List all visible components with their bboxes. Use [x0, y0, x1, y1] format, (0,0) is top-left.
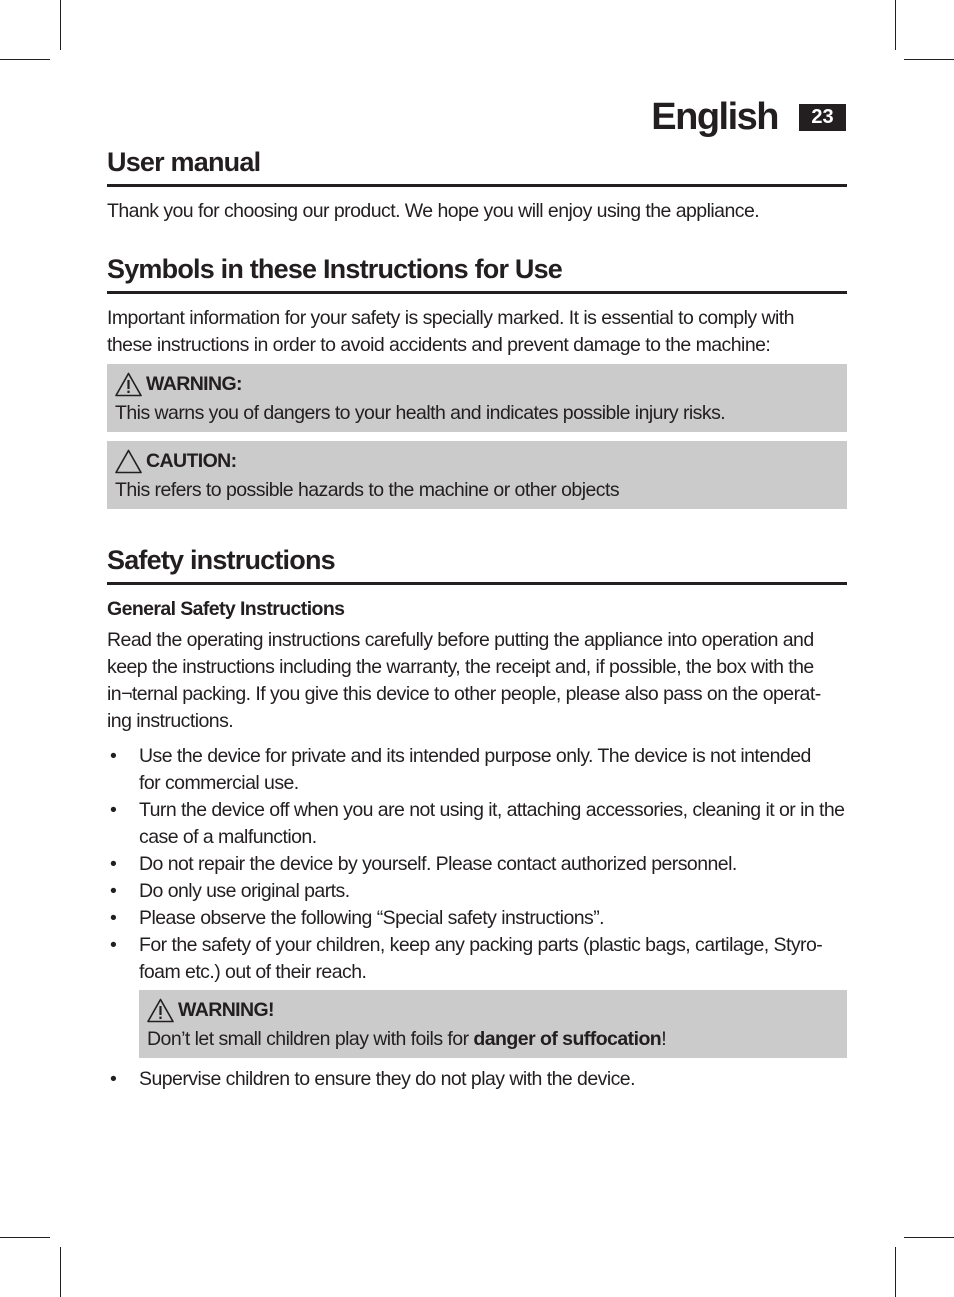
warning-text-part: ! [661, 1028, 667, 1050]
crop-mark [0, 59, 50, 60]
list-item-line: case of a malfunction. [139, 826, 317, 848]
crop-mark [60, 0, 61, 50]
list-item [107, 905, 847, 932]
safety-bullet-list-continued [107, 1066, 847, 1093]
intro-text: Thank you for choosing our product. We hope you will enjoy using the appliance. [107, 200, 760, 222]
crop-mark [904, 1237, 954, 1238]
caution-box [107, 441, 847, 509]
section-divider [107, 582, 847, 585]
list-item [107, 851, 847, 878]
section-title-symbols: Symbols in these Instructions for Use [107, 254, 563, 284]
subheading-general-safety: General Safety Instructions [107, 598, 345, 620]
crop-mark [60, 1247, 61, 1297]
list-item [107, 1066, 847, 1093]
bullet-point: • [110, 853, 117, 875]
caution-text: This refers to possible hazards to the machine or other objects [115, 479, 620, 501]
list-item-line: Do only use original parts. [139, 880, 350, 902]
bullet-point: • [110, 907, 117, 929]
warning-text: This warns you of dangers to your health and indicates possible injury risks. [115, 402, 726, 424]
warning-label: WARNING! [178, 999, 274, 1021]
list-item [107, 743, 847, 797]
list-item-line: Use the device for private and its intended purpose only. The device is not intended [139, 745, 811, 767]
caution-label: CAUTION: [146, 450, 237, 472]
warning-text-part: Don’t let small children play with foils for [147, 1028, 474, 1050]
warning-label: WARNING: [146, 373, 242, 395]
warning-box [107, 364, 847, 432]
section-divider [107, 291, 847, 294]
safety-paragraph-line: keep the instructions including the warranty, the receipt and, if possible, the box with the [107, 656, 814, 678]
crop-mark [0, 1237, 50, 1238]
safety-paragraph-line: Read the operating instructions carefully before putting the appliance into operation and [107, 629, 814, 651]
suffocation-warning-text [147, 1024, 847, 1054]
bullet-point: • [110, 799, 117, 821]
safety-bullet-list [107, 743, 847, 986]
list-item-line: Turn the device off when you are not using it, attaching accessories, cleaning it or in the [139, 799, 845, 821]
bullet-point: • [110, 1068, 117, 1090]
page-number-badge: 23 [799, 104, 846, 131]
symbols-intro-line: Important information for your safety is specially marked. It is essential to comply with [107, 307, 794, 329]
section-divider [107, 184, 847, 187]
bullet-point: • [110, 745, 117, 767]
list-item [107, 878, 847, 905]
bullet-point: • [110, 934, 117, 956]
list-item [107, 932, 847, 986]
bullet-point: • [110, 880, 117, 902]
list-item-line: Please observe the following “Special safety instructions”. [139, 907, 605, 929]
crop-mark [895, 0, 896, 50]
list-item-line: Supervise children to ensure they do not play with the device. [139, 1068, 635, 1090]
warning-text-emphasis: danger of suffocation [473, 1028, 662, 1050]
crop-mark [904, 59, 954, 60]
suffocation-warning-box [139, 990, 847, 1058]
symbols-intro-line: these instructions in order to avoid accidents and prevent damage to the machine: [107, 334, 771, 356]
section-title-user-manual: User manual [107, 147, 261, 177]
warning-triangle-icon [147, 998, 174, 1023]
language-heading: English [651, 96, 778, 138]
warning-triangle-icon [115, 372, 142, 397]
safety-paragraph-line: ing instructions. [107, 710, 234, 732]
list-item-line: for commercial use. [139, 772, 299, 794]
list-item-line: For the safety of your children, keep any packing parts (plastic bags, cartilage, Styro- [139, 934, 823, 956]
section-title-safety: Safety instructions [107, 545, 335, 575]
list-item-line: Do not repair the device by yourself. Please contact authorized personnel. [139, 853, 737, 875]
safety-paragraph-line: in¬ternal packing. If you give this device to other people, please also pass on the operat- [107, 683, 821, 705]
list-item [107, 797, 847, 851]
warning-triangle-icon [115, 449, 142, 474]
list-item-line: foam etc.) out of their reach. [139, 961, 367, 983]
crop-mark [895, 1247, 896, 1297]
